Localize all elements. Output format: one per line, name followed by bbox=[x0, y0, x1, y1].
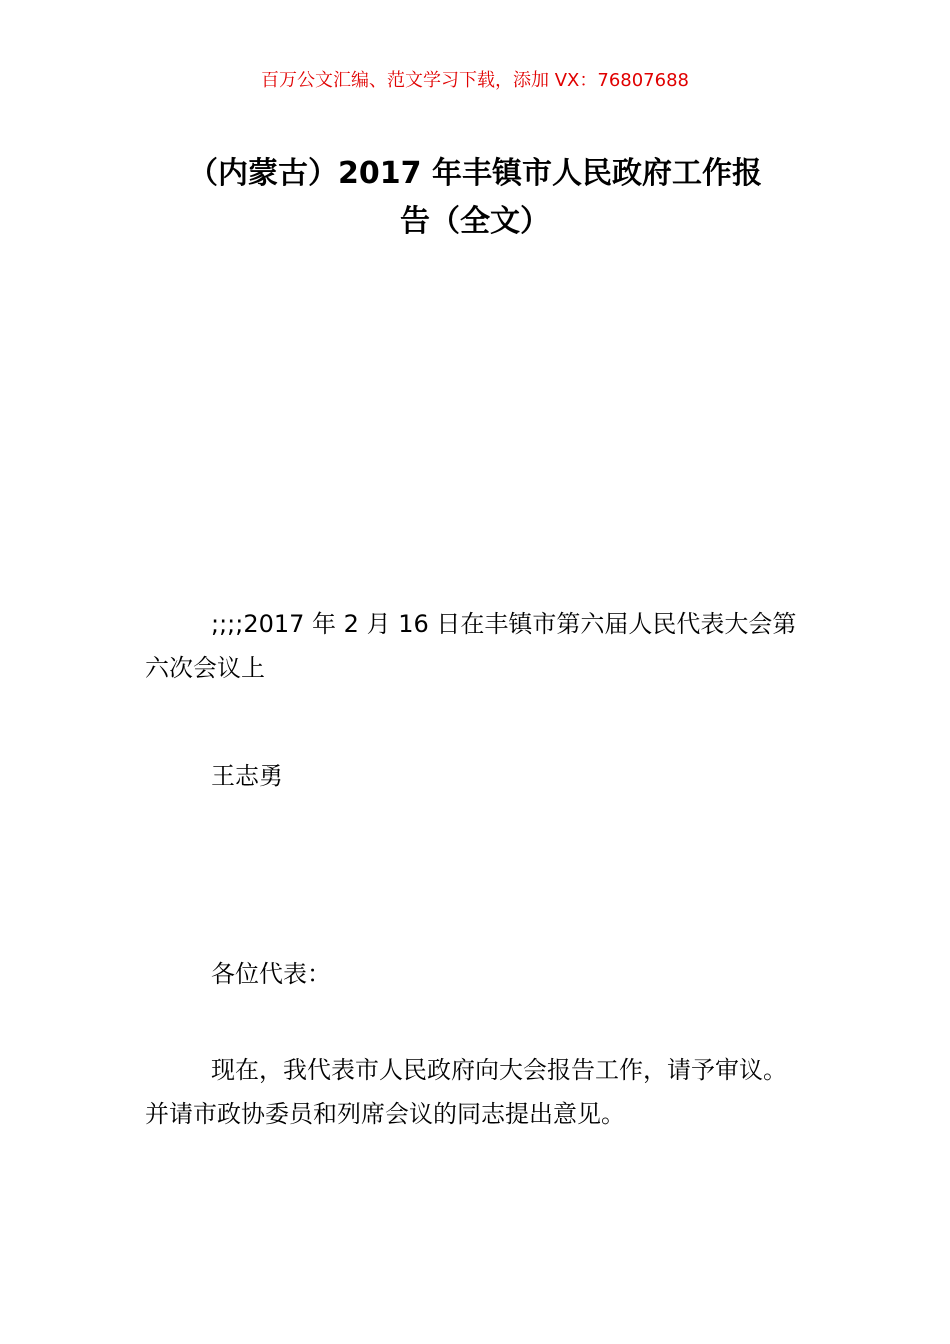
body-paragraph: 现在，我代表市人民政府向大会报告工作，请予审议。并请市政协委员和列席会议的同志提出意见。 bbox=[145, 1056, 787, 1128]
document-title-line-1: （内蒙古）2017 年丰镇市人民政府工作报 bbox=[188, 156, 762, 191]
header-promo-note: 百万公文汇编、范文学习下载，添加 VX：76807688 bbox=[261, 70, 689, 91]
document-title-line-2: 告（全文） bbox=[400, 204, 550, 239]
meeting-date-line: ;;;;2017 年 2 月 16 日在丰镇市第六届人民代表大会第六次会议上 bbox=[145, 610, 797, 682]
document-title bbox=[145, 150, 805, 246]
greeting: 各位代表： bbox=[211, 960, 331, 988]
author-name: 王志勇 bbox=[211, 762, 283, 790]
